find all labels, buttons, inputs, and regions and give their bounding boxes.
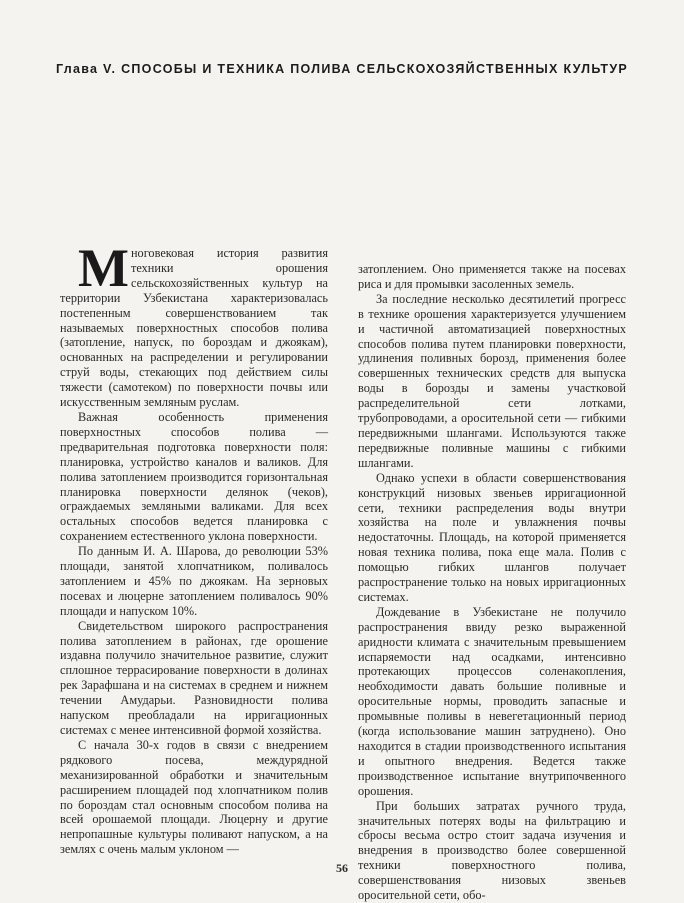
paragraph: По данным И. А. Шарова, до революции 53% площади, занятой хлопчатником, поливалось затоплением и 45% по джоякам. На зерновых посевах и люцерне затоплением поливалось 90% площади и напуском 10%. — [60, 544, 328, 618]
paragraph-text: ноговековая история развития техники орошения сельскохозяйственных культур на территории Узбекистана характеризовалась постепенным совершенствованием так называемых поверхностных способов полива (затопление, напуск, по бороздам и джоякам), основанных на распределении и регулировании струй воды, стекающих под действием силы тяжести (самотеком) по поверхности почвы или искусственным земляным руслам. — [60, 246, 328, 410]
paragraph: Свидетельством широкого распространения полива затоплением в районах, где орошение издавна получило значительное развитие, служит сплошное террасирование поверхности в долинах рек Зарафшана и на системах в среднем и нижнем течении Амударьи. Разновидности полива напуском преобладали на ирригационных системах с менее интенсивной формой хозяйства. — [60, 618, 328, 737]
paragraph: За последние несколько десятилетий прогресс в технике орошения характеризуется улучшением и частичной автоматизацией поверхностных способов полива путем планировки поверхности, удлинения поливных борозд, применения более совершенных технических средств для выпуска воды в борозды и замены участковой распределительной сети лотками, трубопроводами, а оросительной сети — гибкими передвижными шлангами. Используются также передвижные поливные машины с гибкими шлангами. — [358, 291, 626, 470]
drop-cap: М — [78, 238, 129, 298]
paragraph — [60, 238, 328, 410]
text-column-left — [60, 238, 328, 857]
paragraph: Важная особенность применения поверхностных способов полива — предварительная подготовка поверхности поля: планировка, устройство каналов и валиков. Для полива затоплением производится горизонтальная планировка поверхности делянок (чеков), ограждаемых земляными валиками. Для всех остальных способов ведется планировка с сохранением естественного уклона поверхности. — [60, 409, 328, 544]
paragraph: Однако успехи в области совершенствования конструкций низовых звеньев ирригационной сети, техники распределения воды внутри хозяйства на поле и увлажнения почвы недостаточны. Площадь, на которой применяется новая техника полива, пока еще мала. Полив с помощью гибких шлангов получает распространение только на новых ирригационных системах. — [358, 470, 626, 604]
page-number: 56 — [336, 861, 348, 875]
chapter-title: Глава V. СПОСОБЫ И ТЕХНИКА ПОЛИВА СЕЛЬСКОХОЗЯЙСТВЕННЫХ КУЛЬТУР — [55, 62, 629, 76]
paragraph: затоплением. Оно применяется также на посевах риса и для промывки засоленных земель. — [358, 262, 626, 291]
paragraph: При больших затратах ручного труда, значительных потерях воды на фильтрацию и сбросы весьма остро стоит задача изучения и внедрения в производство более совершенной техники поверхностного полива, совершенствования низовых звеньев оросительной сети, обо- — [358, 798, 626, 903]
paragraph: Дождевание в Узбекистане не получило распространения ввиду резко выраженной аридности климата с значительным превышением испаряемости над осадками, интенсивно протекающих процессов соленакопления, необходимости давать большие поливные и оросительные нормы, проводить запасные и промывные поливы в невегетационный период (когда использование машин затруднено). Оно находится в стадии производственного испытания и опытного внедрения. Ведется также производственное испытание внутрипочвенного орошения. — [358, 604, 626, 798]
text-column-right — [358, 262, 626, 903]
paragraph: С начала 30-х годов в связи с внедрением рядкового посева, междурядной механизированной обработки и значительным расширением площадей под хлопчатником полив по бороздам стал основным способом полива на всей орошаемой площади. Люцерну и другие непропашные культуры поливают напуском, а на землях с очень малым уклоном — — [60, 737, 328, 857]
